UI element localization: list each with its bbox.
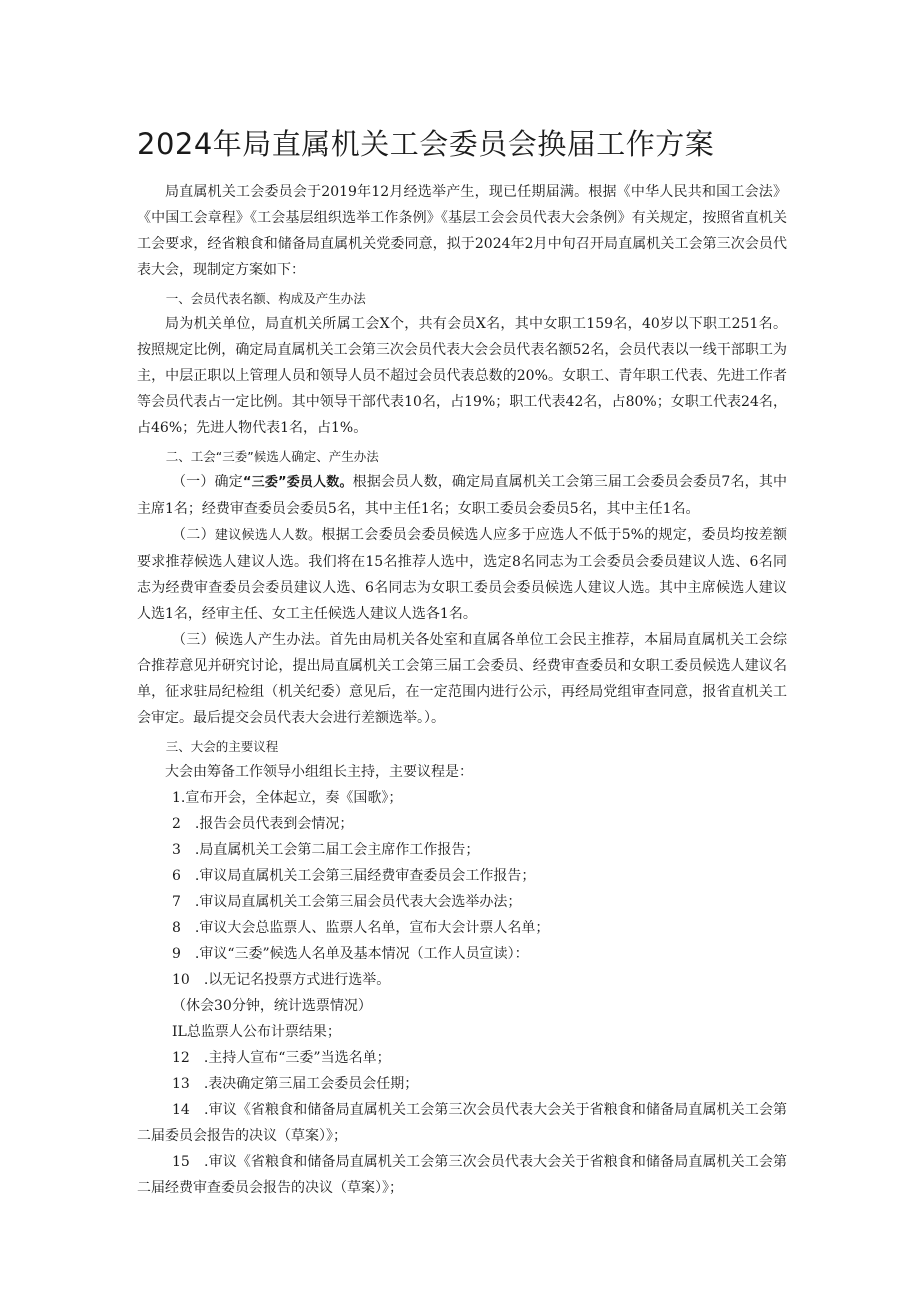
- agenda-item: 12 .主持人宣布“三委”当选名单；: [172, 1050, 391, 1066]
- section-heading-1: 一、会员代表名额、构成及产生办法: [165, 291, 366, 306]
- agenda-item: 8 .审议大会总监票人、监票人名单，宣布大会计票人名单；: [172, 920, 550, 936]
- section-2-paragraph-3: （三）候选人产生办法。首先由局机关各处室和直属各单位工会民主推荐，本届局直属机关工会综合推荐意见并研究讨论，提出局直属机关工会第三届工会委员、经费审查委员和女职工委员候选人建议名单，征求驻局纪检组（机关纪委）意见后，在一定范围内进行公示，再经局党组审查同意，报省直机关工会审定。最后提交会员代表大会进行差额选举。）。: [137, 632, 787, 726]
- section-2-paragraph-1: [137, 469, 787, 522]
- agenda-item: 2 .报告会员代表到会情况；: [172, 816, 354, 832]
- agenda-item: 1.宣布开会，全体起立，奏《国歌》；: [172, 790, 403, 806]
- agenda-item: 14 .审议《省粮食和储备局直属机关工会第三次会员代表大会关于省粮食和储备局直属机关工会第二届委员会报告的决议（草案）》；: [137, 1102, 787, 1144]
- paragraph-lead: 建议候选人人数。: [214, 528, 322, 543]
- section-2-paragraph-2: [137, 522, 787, 627]
- section-1-paragraph: 局为机关单位，局直机关所属工会X个，共有会员X名，其中女职工159名，40岁以下职工251名。按照规定比例，确定局直属机关工会第三次会员代表大会会员代表名额52名，会员代表以一线干部职工为主，中层正职以上管理人员和领导人员不超过会员代表总数的20%。女职工、青年职工代表、先进工作者等会员代表占一定比例。其中领导干部代表10名，占19%；职工代表42名，占80%；女职工代表24名，占46%；先进人物代表1名，占1%。: [137, 316, 787, 436]
- agenda-lead: 大会由筹备工作领导小组组长主持，主要议程是：: [165, 764, 473, 780]
- document-title: 2024年局直属机关工会委员会换届工作方案: [137, 127, 715, 161]
- agenda-item: 10 .以无记名投票方式进行选举。: [172, 972, 391, 988]
- intro-paragraph: 局直属机关工会委员会于2019年12月经选举产生，现已任期届满。根据《中华人民共和国工会法》《中国工会章程》《工会基层组织选举工作条例》《基层工会会员代表大会条例》有关规定，按照省直机关工会要求，经省粮食和储备局直属机关党委同意，拟于2024年2月中旬召开局直属机关工会第三次会员代表大会，现制定方案如下：: [137, 184, 787, 278]
- agenda-item: 7 .审议局直属机关工会第三届会员代表大会选举办法；: [172, 894, 522, 910]
- paragraph-lead: “三委”委员人数。: [242, 475, 353, 490]
- agenda-item: 15 .审议《省粮食和储备局直属机关工会第三次会员代表大会关于省粮食和储备局直属机关工会第二届经费审查委员会报告的决议（草案）》；: [137, 1154, 787, 1196]
- agenda-item: 13 .表决确定第三届工会委员会任期；: [172, 1076, 419, 1092]
- document-body: [137, 179, 787, 1201]
- section-heading-3: 三、大会的主要议程: [165, 739, 279, 754]
- section-heading-2: 二、工会“三委”候选人确定、产生办法: [165, 449, 379, 464]
- agenda-item: IL总监票人公布计票结果；: [172, 1024, 341, 1040]
- paragraph-text: 根据工会委员会委员候选人应多于应选人不低于5%的规定，委员均按差额要求推荐候选人建议人选。我们将在15名推荐人选中，选定8名同志为工会委员会委员建议人选、6名同志为经费审查委员会委员建议人选、6名同志为女职工委员会委员候选人建议人选。其中主席候选人建议人选1名，经审主任、女工主任候选人建议人选各1名。: [137, 527, 787, 622]
- agenda-note: （休会30分钟，统计选票情况）: [172, 998, 372, 1014]
- agenda-item: 9 .审议“三委”候选人名单及基本情况（工作人员宣读）：: [172, 946, 529, 962]
- paragraph-prefix: （一）确定: [172, 474, 243, 490]
- paragraph-prefix: （二）: [172, 527, 215, 543]
- agenda-item: 3 .局直属机关工会第二届工会主席作工作报告；: [172, 842, 480, 858]
- agenda-item: 6 .审议局直属机关工会第三届经费审查委员会工作报告；: [172, 868, 536, 884]
- paragraph-text: 根据会员人数，确定局直属机关工会第三届工会委员会委员7名，其中主席1名；经费审查委员会委员5名，其中主任1名；女职工委员会委员5名，其中主任1名。: [137, 474, 788, 517]
